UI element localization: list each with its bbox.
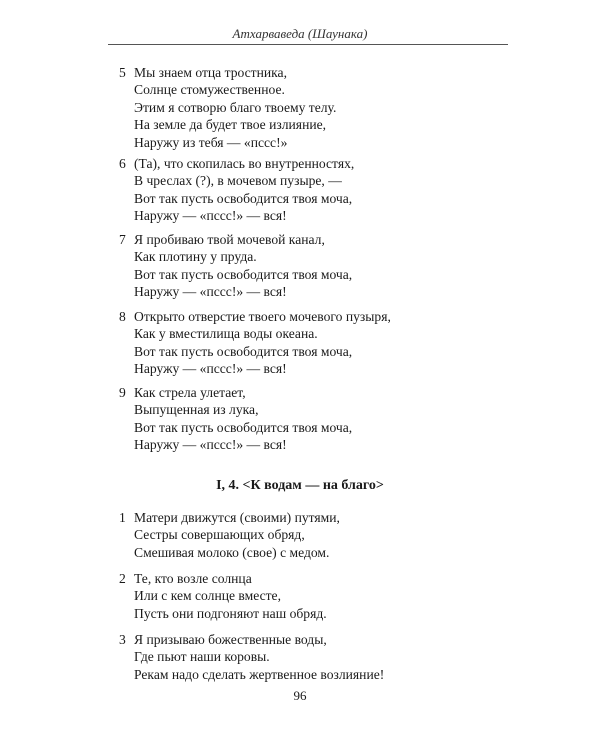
stanza-1	[119, 509, 340, 561]
header-rule	[108, 44, 508, 45]
stanza-line: На земле да будет твое излияние,	[134, 117, 327, 133]
stanza-number: 6	[119, 156, 126, 171]
running-header: Атхарваведа (Шаунака)	[232, 26, 368, 41]
section-title: I, 4. <К водам — на благо>	[216, 478, 384, 493]
stanza-number: 3	[119, 632, 126, 647]
stanza-6	[119, 155, 354, 225]
stanza-8	[119, 308, 391, 378]
stanza-line: Этим я сотворю благо твоему телу.	[134, 99, 337, 115]
stanza-number: 1	[119, 510, 126, 525]
stanza-5	[119, 64, 336, 151]
stanza-line: Сестры совершающих обряд,	[134, 527, 305, 543]
stanza-line: Как плотину у пруда.	[134, 249, 257, 265]
stanza-line: Наружу — «пссс!» — вся!	[134, 284, 287, 300]
stanza-number: 8	[119, 309, 126, 324]
stanza-line: 8 Открыто отверстие твоего мочевого пузыря,	[119, 309, 391, 324]
stanza-line: Вот так пусть освободится твоя моча,	[134, 419, 353, 435]
stanza-line: 9 Как стрела улетает,	[119, 385, 246, 400]
stanza-3	[119, 631, 384, 683]
stanza-line: В чреслах (?), в мочевом пузыре, —	[134, 173, 342, 189]
stanza-line: Смешивая молоко (свое) с медом.	[134, 544, 330, 560]
stanza-line: 1 Матери движутся (своими) путями,	[119, 510, 340, 525]
stanza-line: 7 Я пробиваю твой мочевой канал,	[119, 232, 325, 247]
page-number: 96	[293, 688, 307, 703]
stanza-line: Где пьют наши коровы.	[134, 649, 270, 665]
stanza-line: 3 Я призываю божественные воды,	[119, 632, 327, 647]
stanza-9	[119, 384, 352, 454]
stanza-line: Вот так пусть освободится твоя моча,	[134, 266, 353, 282]
stanza-line: Наружу — «пссс!» — вся!	[134, 208, 287, 224]
stanza-line: Как у вместилища воды океана.	[134, 326, 318, 342]
stanza-line: Наружу — «пссс!» — вся!	[134, 437, 287, 453]
stanza-number: 2	[119, 571, 126, 586]
stanza-number: 9	[119, 385, 126, 400]
stanza-2	[119, 570, 327, 622]
stanza-number: 5	[119, 65, 126, 80]
stanza-line: Вот так пусть освободится твоя моча,	[134, 190, 353, 206]
stanza-line: Выпущенная из лука,	[134, 402, 259, 418]
stanza-line: 5 Мы знаем отца тростника,	[119, 65, 287, 80]
stanza-line: 2 Те, кто возле солнца	[119, 571, 252, 586]
stanza-line: Наружу — «пссс!» — вся!	[134, 361, 287, 377]
stanza-line: Вот так пусть освободится твоя моча,	[134, 343, 353, 359]
stanza-7	[119, 231, 352, 301]
stanza-line: 6 (Та), что скопилась во внутренностях,	[119, 156, 355, 171]
stanza-line: Солнце стомужественное.	[134, 82, 285, 98]
stanza-line: Или с кем солнце вместе,	[134, 588, 281, 604]
stanza-line: Рекам надо сделать жертвенное возлияние!	[134, 666, 385, 682]
stanza-line: Наружу из тебя — «пссс!»	[134, 134, 288, 150]
stanza-line: Пусть они подгоняют наш обряд.	[134, 605, 327, 621]
stanza-number: 7	[119, 232, 126, 247]
